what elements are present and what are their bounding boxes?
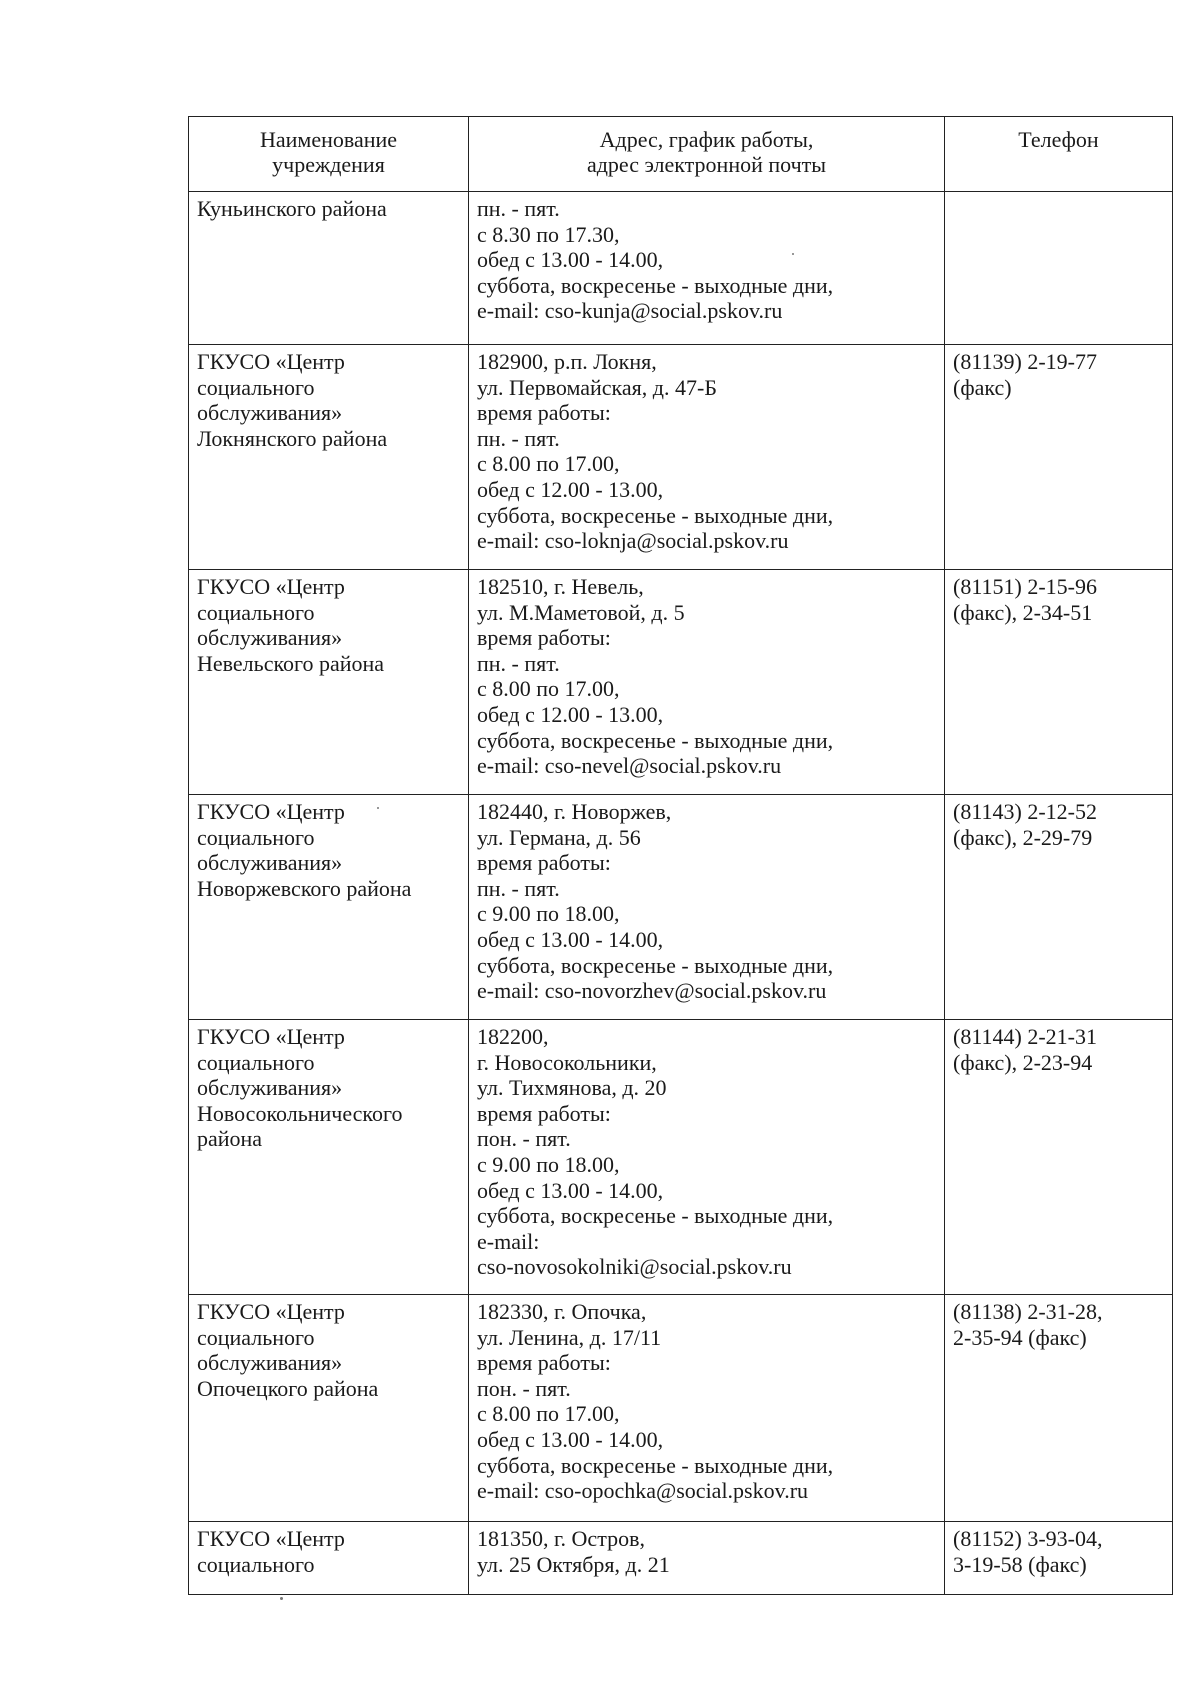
cell-address: 182330, г. Опочка, ул. Ленина, д. 17/11 время работы: пон. - пят. с 8.00 по 17.00, обед с 13.00 - 14.00, суббота, воскресенье - выходные дни, e-mail: cso-opochka@social.pskov.ru (469, 1295, 945, 1522)
header-phone: Телефон (945, 117, 1173, 192)
scan-speck (792, 253, 794, 255)
institutions-table (188, 116, 1173, 1595)
table-row (189, 345, 1173, 570)
table-row (189, 1020, 1173, 1295)
cell-phone: (81151) 2-15-96 (факс), 2-34-51 (945, 570, 1173, 795)
cell-address: 182200, г. Новосокольники, ул. Тихмянова, д. 20 время работы: пон. - пят. с 9.00 по 18.00, обед с 13.00 - 14.00, суббота, воскресенье - выходные дни, e-mail: cso-novosokolniki@social.pskov.ru (469, 1020, 945, 1295)
cell-phone: (81144) 2-21-31 (факс), 2-23-94 (945, 1020, 1173, 1295)
cell-name: ГКУСО «Центр социального (189, 1522, 469, 1595)
table-header-row (189, 117, 1173, 192)
scan-speck (377, 807, 379, 809)
cell-phone (945, 192, 1173, 345)
header-name: Наименование учреждения (189, 117, 469, 192)
table-row (189, 1295, 1173, 1522)
cell-address: пн. - пят. с 8.30 по 17.30, обед с 13.00 - 14.00, суббота, воскресенье - выходные дни, e-mail: cso-kunja@social.pskov.ru (469, 192, 945, 345)
cell-name: ГКУСО «Центр социального обслуживания» Невельского района (189, 570, 469, 795)
cell-phone: (81138) 2-31-28, 2-35-94 (факс) (945, 1295, 1173, 1522)
table-row (189, 795, 1173, 1020)
table-row (189, 570, 1173, 795)
cell-address: 182510, г. Невель, ул. М.Маметовой, д. 5 время работы: пн. - пят. с 8.00 по 17.00, обед с 12.00 - 13.00, суббота, воскресенье - выходные дни, e-mail: cso-nevel@social.pskov.ru (469, 570, 945, 795)
cell-address: 181350, г. Остров, ул. 25 Октября, д. 21 (469, 1522, 945, 1595)
table-row (189, 192, 1173, 345)
cell-address: 182440, г. Новоржев, ул. Германа, д. 56 время работы: пн. - пят. с 9.00 по 18.00, обед с 13.00 - 14.00, суббота, воскресенье - выходные дни, e-mail: cso-novorzhev@social.pskov.ru (469, 795, 945, 1020)
table-row (189, 1522, 1173, 1595)
cell-address: 182900, р.п. Локня, ул. Первомайская, д. 47-Б время работы: пн. - пят. с 8.00 по 17.00, обед с 12.00 - 13.00, суббота, воскресенье - выходные дни, e-mail: cso-loknja@social.pskov.ru (469, 345, 945, 570)
cell-phone: (81143) 2-12-52 (факс), 2-29-79 (945, 795, 1173, 1020)
cell-name: ГКУСО «Центр социального обслуживания» Новосокольнического района (189, 1020, 469, 1295)
cell-name: ГКУСО «Центр социального обслуживания» Новоржевского района (189, 795, 469, 1020)
cell-name: ГКУСО «Центр социального обслуживания» Локнянского района (189, 345, 469, 570)
cell-name: Куньинского района (189, 192, 469, 345)
cell-phone: (81152) 3-93-04, 3-19-58 (факс) (945, 1522, 1173, 1595)
cell-name: ГКУСО «Центр социального обслуживания» Опочецкого района (189, 1295, 469, 1522)
header-address: Адрес, график работы, адрес электронной почты (469, 117, 945, 192)
cell-phone: (81139) 2-19-77 (факс) (945, 345, 1173, 570)
scan-speck (280, 1597, 283, 1600)
